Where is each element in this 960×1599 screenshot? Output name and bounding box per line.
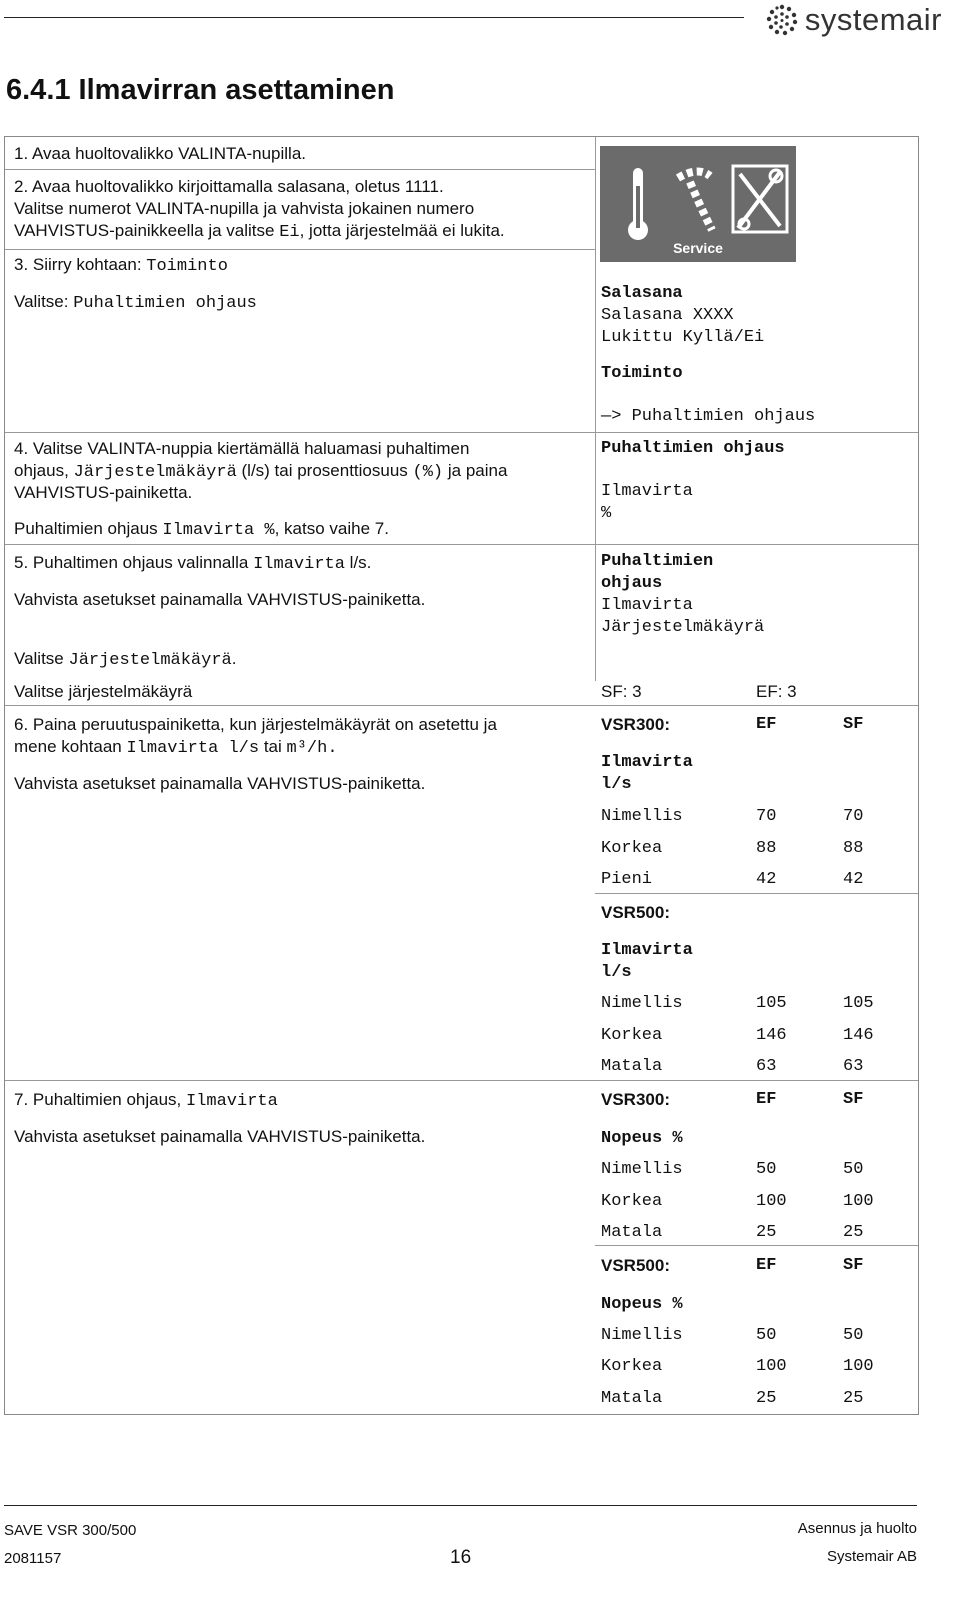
ls-vsr500-unit-1: Ilmavirta	[601, 941, 693, 960]
table-cell-sf: 25	[843, 1223, 864, 1242]
step-7-confirm: Vahvista asetukset painamalla VAHVISTUS-painiketta.	[14, 1127, 426, 1146]
pct-vsr300-model: VSR300:	[601, 1090, 670, 1109]
step-4-line-2: ohjaus, Järjestelmäkäyrä (l/s) tai prosenttiosuus (%) ja paina	[14, 461, 508, 482]
brand-name: systemair	[804, 2, 942, 37]
table-row-label: Nimellis	[601, 807, 683, 826]
table-cell-ef: 42	[756, 870, 777, 889]
step-6-line-2: mene kohtaan Ilmavirta l/s tai m³/h.	[14, 737, 338, 758]
header-rule	[4, 17, 744, 18]
table-row-label: Nimellis	[601, 1160, 683, 1179]
systemair-logo-icon	[765, 3, 799, 37]
table-cell-ef: 50	[756, 1160, 777, 1179]
display-arrow-item: —> Puhaltimien ohjaus	[601, 407, 816, 426]
footer-section: Asennus ja huolto	[797, 1520, 917, 1537]
table-cell-sf: 63	[843, 1057, 864, 1076]
display-ef: EF: 3	[756, 682, 797, 701]
table-row-label: Matala	[601, 1223, 663, 1242]
display-po-ilmavirta: Ilmavirta	[601, 482, 693, 501]
footer-doc-number: 2081157	[4, 1550, 62, 1567]
service-symbols-icon	[600, 146, 796, 246]
display-lukittu: Lukittu Kyllä/Ei	[601, 328, 765, 347]
pct-vsr300-col-sf: SF	[843, 1090, 864, 1109]
ls-vsr300-unit-1: Ilmavirta	[601, 753, 693, 772]
table-cell-ef: 88	[756, 839, 777, 858]
table-row-label: Nimellis	[601, 1326, 683, 1345]
service-menu-icon	[600, 146, 796, 262]
pct-vsr500-unit: Nopeus %	[601, 1295, 683, 1314]
step-5-confirm: Vahvista asetukset painamalla VAHVISTUS-painiketta.	[14, 590, 426, 609]
pct-vsr500-col-sf: SF	[843, 1256, 864, 1275]
table-row-label: Korkea	[601, 1357, 663, 1376]
step-5-select: Valitse Järjestelmäkäyrä.	[14, 649, 237, 670]
footer-rule	[4, 1505, 917, 1506]
table-cell-sf: 105	[843, 994, 874, 1013]
table-row-label: Korkea	[601, 839, 663, 858]
display-po2-title-1: Puhaltimien	[601, 552, 714, 571]
table-row-label: Korkea	[601, 1192, 663, 1211]
table-cell-sf: 50	[843, 1160, 864, 1179]
table-cell-ef: 50	[756, 1326, 777, 1345]
pct-vsr500-col-ef: EF	[756, 1256, 777, 1275]
pct-vsr300-col-ef: EF	[756, 1090, 777, 1109]
page-number: 16	[450, 1547, 472, 1568]
display-salasana-value: Salasana XXXX	[601, 306, 734, 325]
ls-vsr500-model: VSR500:	[601, 903, 670, 922]
table-cell-ef: 105	[756, 994, 787, 1013]
step-7: 7. Puhaltimien ohjaus, Ilmavirta	[14, 1090, 278, 1111]
ls-vsr300-col-sf: SF	[843, 715, 864, 734]
table-cell-sf: 146	[843, 1026, 874, 1045]
pct-vsr300-unit: Nopeus %	[601, 1129, 683, 1148]
step-6-confirm: Vahvista asetukset painamalla VAHVISTUS-painiketta.	[14, 774, 426, 793]
table-cell-ef: 100	[756, 1192, 787, 1211]
footer-company: Systemair AB	[826, 1548, 917, 1565]
brand-logo	[765, 0, 942, 40]
step-2-line-3: VAHVISTUS-painikkeella ja valitse Ei, jotta järjestelmää ei lukita.	[14, 221, 505, 242]
step-4-line-1: 4. Valitse VALINTA-nuppia kiertämällä haluamasi puhaltimen	[14, 439, 470, 458]
table-row-label: Nimellis	[601, 994, 683, 1013]
service-label: Service	[673, 240, 723, 256]
step-1: 1. Avaa huoltovalikko VALINTA-nupilla.	[14, 144, 306, 163]
table-cell-sf: 70	[843, 807, 864, 826]
step-4-line-4: Puhaltimien ohjaus Ilmavirta %, katso vaihe 7.	[14, 519, 389, 540]
table-cell-sf: 100	[843, 1192, 874, 1211]
step-5: 5. Puhaltimen ohjaus valinnalla Ilmavirta l/s.	[14, 553, 372, 574]
table-row-label: Matala	[601, 1389, 663, 1408]
ls-vsr300-col-ef: EF	[756, 715, 777, 734]
display-po2-curve: Järjestelmäkäyrä	[601, 618, 765, 637]
pct-vsr500-model: VSR500:	[601, 1256, 670, 1275]
display-po-title: Puhaltimien ohjaus	[601, 439, 785, 458]
step-2-line-1: 2. Avaa huoltovalikko kirjoittamalla salasana, oletus 1111.	[14, 177, 444, 196]
table-row-label: Pieni	[601, 870, 653, 889]
table-cell-sf: 88	[843, 839, 864, 858]
table-cell-ef: 25	[756, 1389, 777, 1408]
display-salasana-title: Salasana	[601, 284, 683, 303]
step-6-line-1: 6. Paina peruutuspainiketta, kun järjestelmäkäyrät on asetettu ja	[14, 715, 497, 734]
table-row-label: Korkea	[601, 1026, 663, 1045]
display-po2-title-2: ohjaus	[601, 574, 663, 593]
table-row-label: Matala	[601, 1057, 663, 1076]
table-cell-ef: 100	[756, 1357, 787, 1376]
step-3-select: Valitse: Puhaltimien ohjaus	[14, 292, 257, 313]
page-title: 6.4.1 Ilmavirran asettaminen	[6, 74, 395, 106]
step-3: 3. Siirry kohtaan: Toiminto	[14, 255, 228, 276]
table-cell-sf: 50	[843, 1326, 864, 1345]
display-toiminto: Toiminto	[601, 364, 683, 383]
ls-vsr300-model: VSR300:	[601, 715, 670, 734]
table-cell-ef: 63	[756, 1057, 777, 1076]
display-po2-ilmavirta: Ilmavirta	[601, 596, 693, 615]
table-cell-sf: 100	[843, 1357, 874, 1376]
table-cell-sf: 42	[843, 870, 864, 889]
footer-product: SAVE VSR 300/500	[4, 1522, 137, 1539]
table-cell-sf: 25	[843, 1389, 864, 1408]
ls-vsr500-unit-2: l/s	[601, 963, 632, 982]
step-5-curve: Valitse järjestelmäkäyrä	[14, 682, 193, 701]
ls-vsr300-unit-2: l/s	[601, 775, 632, 794]
step-2-line-2: Valitse numerot VALINTA-nupilla ja vahvista jokainen numero	[14, 199, 475, 218]
step-4-line-3: VAHVISTUS-painiketta.	[14, 483, 193, 502]
table-cell-ef: 70	[756, 807, 777, 826]
display-po-percent: %	[601, 504, 612, 523]
table-cell-ef: 25	[756, 1223, 777, 1242]
table-cell-ef: 146	[756, 1026, 787, 1045]
display-sf: SF: 3	[601, 682, 642, 701]
